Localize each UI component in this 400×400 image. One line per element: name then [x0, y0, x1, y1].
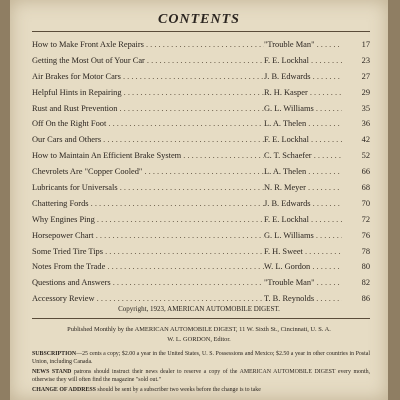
- toc-entry-author: F. E. Lockhal . . .: [264, 212, 360, 228]
- change-text: should be sent by a subscriber two weeks before the change is to take: [97, 387, 261, 393]
- toc-entry-author: F. H. Sweet . . .: [264, 244, 360, 260]
- toc-entry-author: "Trouble Man" . . .: [264, 275, 360, 291]
- toc-entry-title: Lubricants for Universals . . .: [32, 180, 264, 196]
- toc-entry-author: F. E. Lockhal . . .: [264, 132, 360, 148]
- publisher-block: [10, 325, 388, 344]
- toc-entry-author: G. L. Williams . . .: [264, 101, 360, 117]
- toc-entry-page: 78: [342, 244, 370, 260]
- subscription-label: SUBSCRIPTION: [32, 351, 77, 357]
- publisher-line: Published Monthly by the AMERICAN AUTOMOBILE DIGEST, 11 W. Sixth St., Cincinnati, U. S. A.: [67, 326, 331, 333]
- toc-entry-author: "Trouble Man" . . .: [264, 37, 360, 53]
- toc-entry-author: G. L. Williams . . .: [264, 228, 360, 244]
- toc-entry-author: R. H. Kasper . . .: [264, 85, 360, 101]
- toc-entry-page: 68: [342, 180, 370, 196]
- toc-entry-title: Chattering Fords . . .: [32, 196, 264, 212]
- toc-entry-page: 17: [342, 37, 370, 53]
- toc-entry-title: Notes From the Trade . . .: [32, 259, 264, 275]
- subscription-text: —25 cents a copy; $2.00 a year in the United States, U. S. Possessions and Mexico; $2.50 a year in other countries in Postal Union, including Canada.: [32, 351, 370, 365]
- toc-entry: [32, 148, 370, 164]
- toc-entry: [32, 180, 370, 196]
- newsstand-label: NEWS STAND: [32, 369, 72, 375]
- table-of-contents: [32, 37, 370, 307]
- toc-entry-page: 27: [342, 69, 370, 85]
- toc-entry-author: N. R. Meyer . . .: [264, 180, 360, 196]
- toc-entry-title: Air Brakes for Motor Cars . . .: [32, 69, 264, 85]
- toc-entry-page: 82: [342, 275, 370, 291]
- toc-entry-page: 80: [342, 259, 370, 275]
- toc-entry-title: Getting the Most Out of Your Car . . .: [32, 53, 264, 69]
- toc-entry-title: Questions and Answers . . .: [32, 275, 264, 291]
- toc-entry-author: L. A. Thelen . . .: [264, 164, 360, 180]
- toc-entry-title: Off On the Right Foot . . .: [32, 116, 264, 132]
- newsstand-note: [32, 368, 370, 384]
- subscription-note: [32, 350, 370, 366]
- toc-entry-page: 66: [342, 164, 370, 180]
- toc-entry-page: 42: [342, 132, 370, 148]
- toc-entry-title: Chevrolets Are "Copper Cooled" . . .: [32, 164, 264, 180]
- toc-entry: [32, 132, 370, 148]
- toc-entry-author: W. L. Gordon . . .: [264, 259, 360, 275]
- toc-entry: [32, 69, 370, 85]
- toc-entry: [32, 259, 370, 275]
- toc-entry: [32, 244, 370, 260]
- toc-entry-page: 76: [342, 228, 370, 244]
- editor-line: W. L. GORDON, Editor.: [167, 335, 231, 343]
- top-rule: [32, 31, 370, 32]
- toc-entry: [32, 85, 370, 101]
- change-of-address-note: [32, 386, 370, 394]
- toc-entry-page: 70: [342, 196, 370, 212]
- toc-entry: [32, 196, 370, 212]
- toc-entry-author: L. A. Thelen . . .: [264, 116, 360, 132]
- toc-entry-author: J. B. Edwards . . .: [264, 196, 360, 212]
- toc-entry-title: Accessory Review . . .: [32, 291, 264, 307]
- toc-entry: [32, 164, 370, 180]
- toc-entry-author: F. E. Lockhal . . .: [264, 53, 360, 69]
- toc-entry: [32, 53, 370, 69]
- toc-entry-author: J. B. Edwards . . .: [264, 69, 360, 85]
- toc-entry-page: 72: [342, 212, 370, 228]
- toc-entry: [32, 228, 370, 244]
- toc-entry-page: 86: [342, 291, 370, 307]
- toc-entry-page: 29: [342, 85, 370, 101]
- change-label: CHANGE OF ADDRESS: [32, 387, 96, 393]
- contents-heading: CONTENTS: [158, 12, 240, 27]
- toc-entry-page: 35: [342, 101, 370, 117]
- copyright-line: Copyright, 1923, AMERICAN AUTOMOBILE DIGEST.: [118, 305, 280, 313]
- newsstand-text: patrons should instruct their news dealer to reserve a copy of the AMERICAN AUTOMOBILE DIGEST every month, otherwise they will often find the magazine "sold out.": [32, 369, 371, 383]
- toc-entry-page: 36: [342, 116, 370, 132]
- toc-entry-title: How to Make Front Axle Repairs . . .: [32, 37, 264, 53]
- toc-entry-author: T. B. Reynolds . . .: [264, 291, 360, 307]
- bottom-rule: [32, 318, 370, 319]
- toc-entry: [32, 101, 370, 117]
- magazine-page: [10, 0, 388, 400]
- toc-entry-title: Helpful Hints in Repairing . . .: [32, 85, 264, 101]
- toc-entry-page: 23: [342, 53, 370, 69]
- toc-entry-title: Some Tried Tire Tips . . .: [32, 244, 264, 260]
- toc-entry: [32, 37, 370, 53]
- toc-entry: [32, 116, 370, 132]
- toc-entry: [32, 275, 370, 291]
- toc-entry: [32, 212, 370, 228]
- toc-entry-title: Rust and Rust Prevention . . .: [32, 101, 264, 117]
- toc-entry-title: Horsepower Chart . . .: [32, 228, 264, 244]
- toc-entry-title: Why Engines Ping . . .: [32, 212, 264, 228]
- toc-entry-title: How to Maintain An Efficient Brake System . . .: [32, 148, 264, 164]
- toc-entry-title: Our Cars and Others . . .: [32, 132, 264, 148]
- toc-entry-page: 52: [342, 148, 370, 164]
- toc-entry-author: C. T. Schaefer . . .: [264, 148, 360, 164]
